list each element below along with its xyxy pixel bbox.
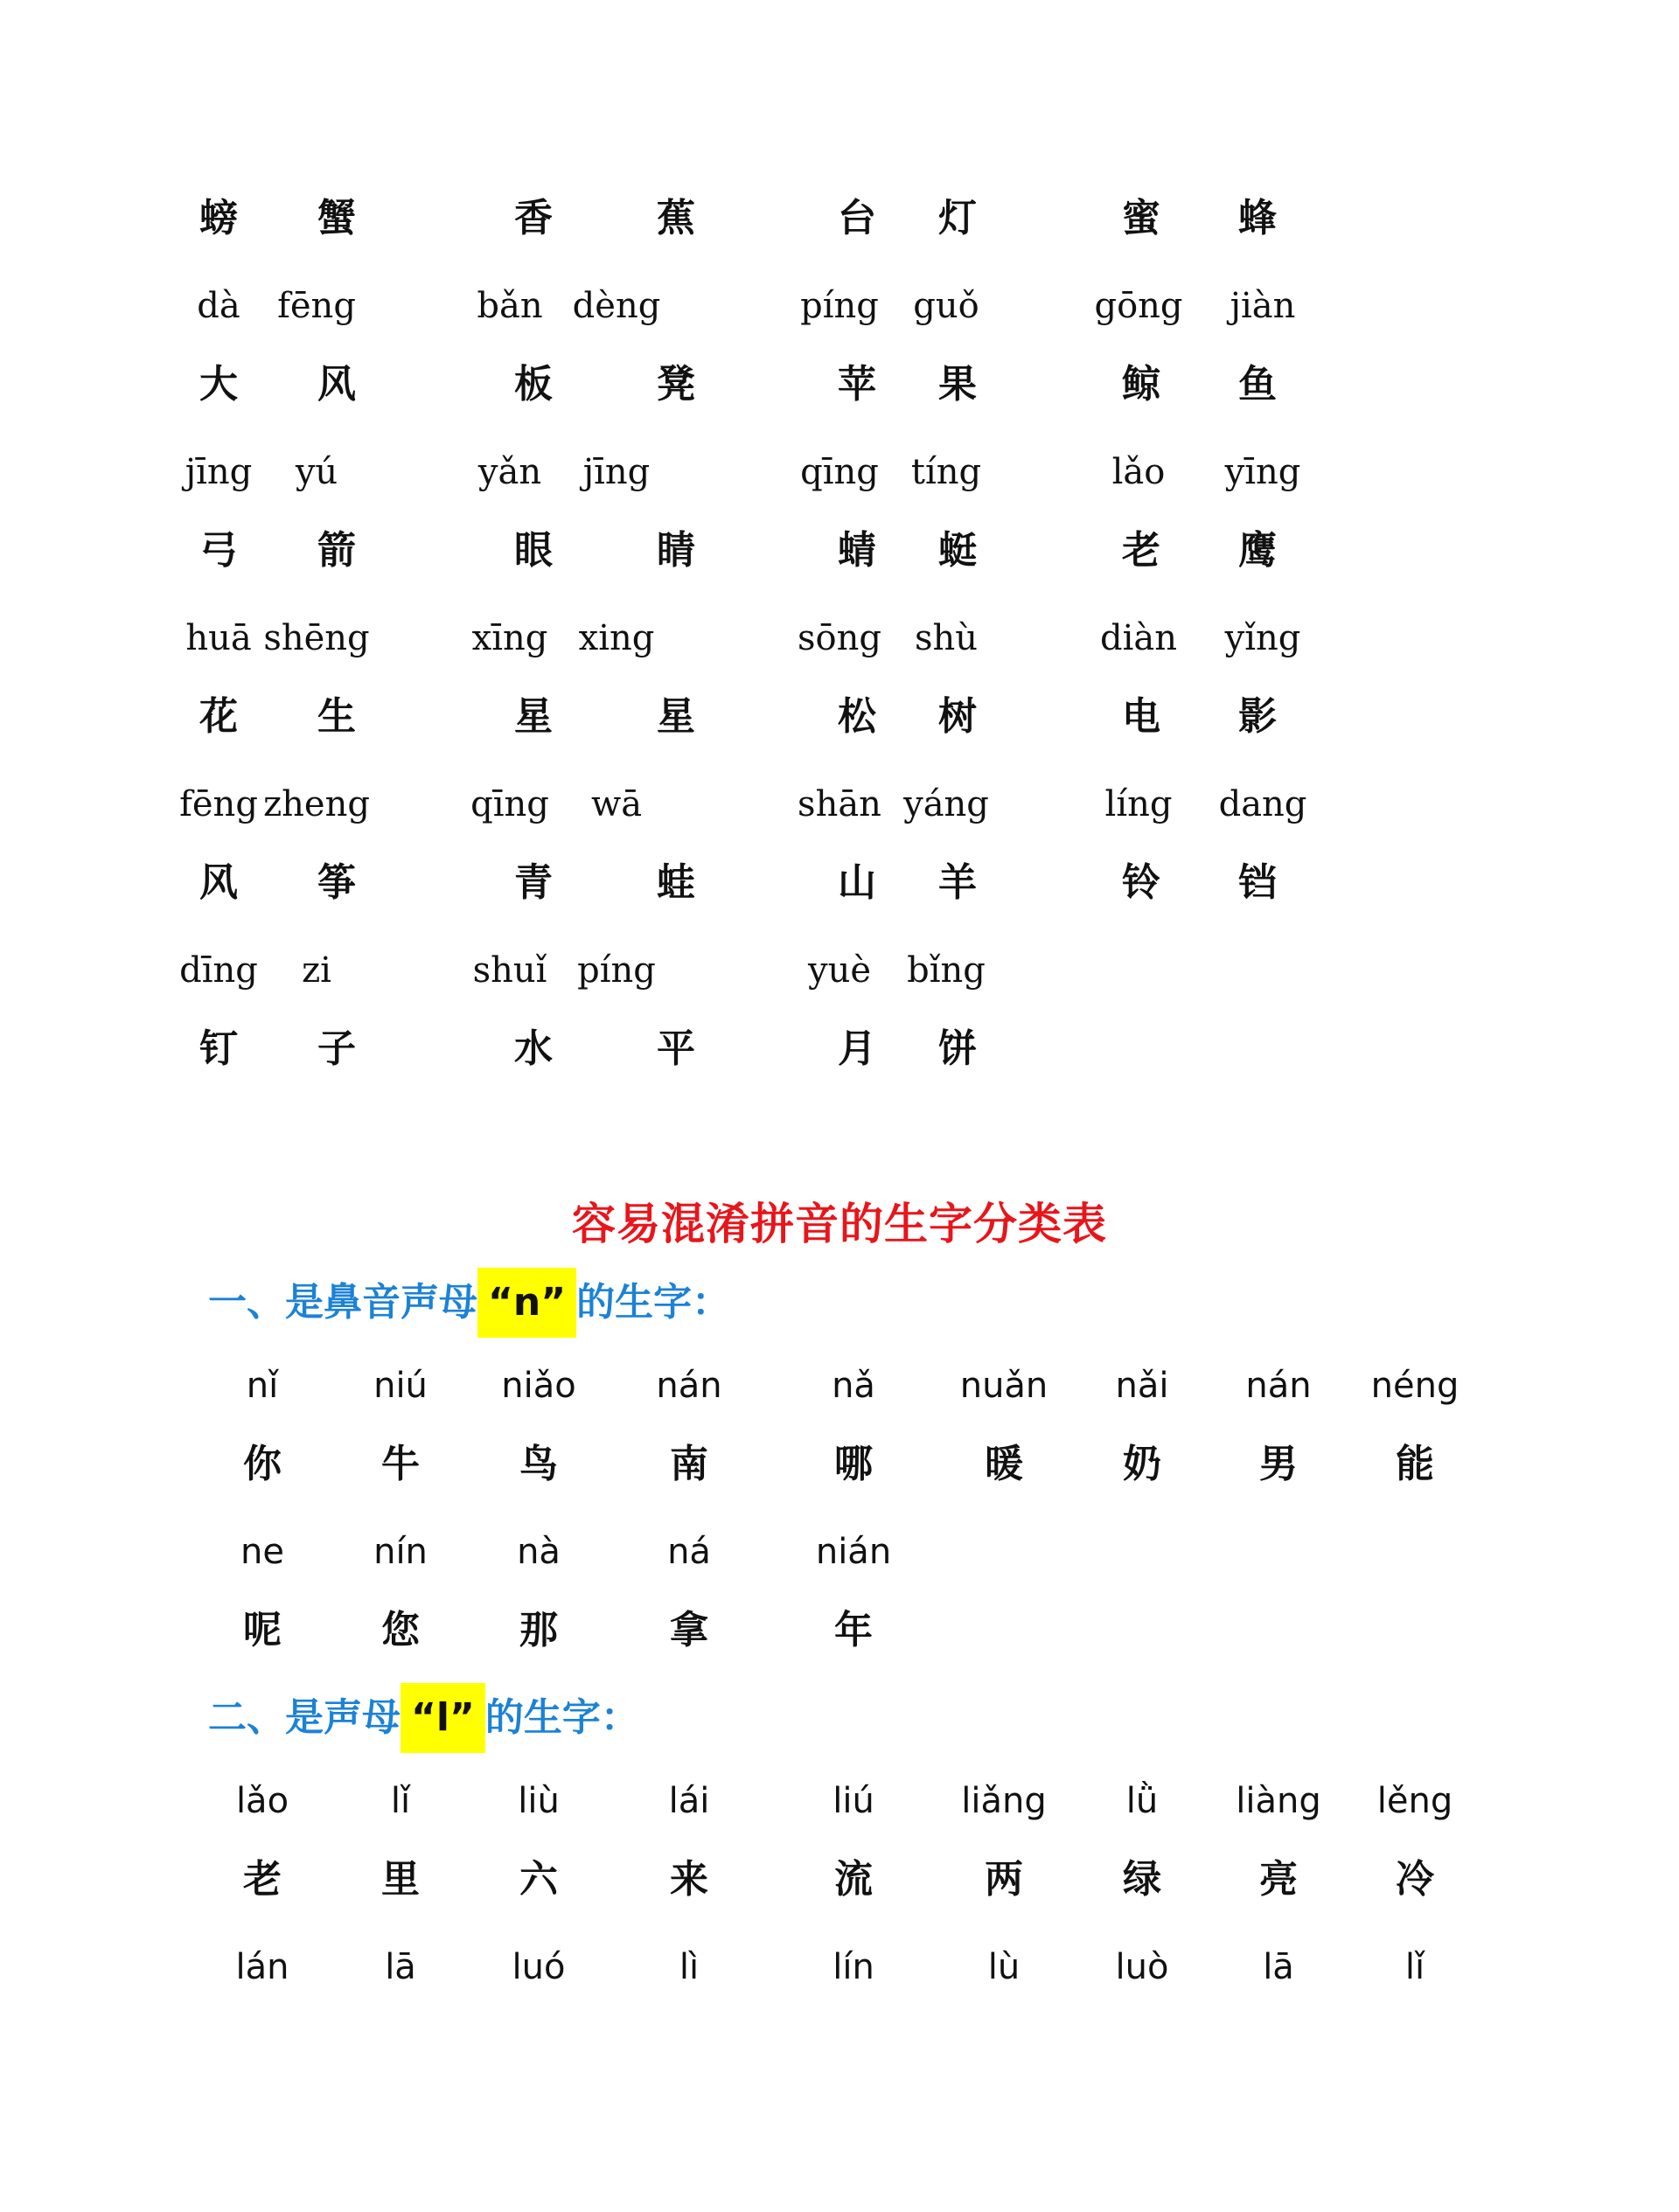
hanzi-character: 羊 <box>938 860 977 905</box>
hanzi-character: 青 <box>514 860 553 905</box>
hanzi-character: 苹 <box>838 362 876 407</box>
hanzi-character: 花 <box>199 694 238 739</box>
pinyin-syllable: fēng <box>179 784 258 824</box>
pinyin-syllable: néng <box>1370 1366 1460 1406</box>
pinyin-syllable: niǎo <box>501 1366 576 1406</box>
pinyin-syllable: nán <box>1245 1366 1312 1406</box>
hanzi-character: 老 <box>243 1857 282 1902</box>
pinyin-syllable: lù <box>987 1947 1021 1987</box>
pinyin-syllable: nǎ <box>832 1366 875 1406</box>
pinyin-syllable: guǒ <box>913 286 979 326</box>
pinyin-syllable: lán <box>235 1947 289 1987</box>
pinyin-line <box>0 437 1679 507</box>
pinyin-line <box>0 936 1679 1005</box>
hanzi-character: 星 <box>657 694 695 739</box>
pinyin-syllable: ne <box>240 1532 284 1572</box>
pinyin-syllable: nǎi <box>1115 1366 1169 1406</box>
pinyin-syllable: sōng <box>798 618 881 658</box>
pinyin-syllable: nín <box>373 1532 428 1572</box>
pinyin-line <box>0 769 1679 839</box>
hanzi-character: 老 <box>1122 528 1160 573</box>
pinyin-syllable: bǎn <box>477 286 543 326</box>
hanzi-character: 筝 <box>317 860 356 905</box>
pinyin-line <box>0 603 1679 673</box>
hanzi-character: 月 <box>838 1026 876 1071</box>
hanzi-character: 果 <box>938 362 977 407</box>
pinyin-syllable: dang <box>1218 784 1307 824</box>
hanzi-character: 拿 <box>670 1608 708 1652</box>
hanzi-character: 松 <box>838 694 876 739</box>
pinyin-syllable: liàng <box>1236 1781 1321 1821</box>
pinyin-syllable: lín <box>833 1947 874 1987</box>
hanzi-character: 能 <box>1396 1442 1434 1486</box>
hanzi-character: 蜓 <box>938 528 977 573</box>
pinyin-syllable: lǎo <box>1111 452 1166 492</box>
pinyin-syllable: píng <box>577 950 656 991</box>
hanzi-line <box>0 848 1679 918</box>
hanzi-line <box>0 1429 1679 1499</box>
pinyin-syllable: shù <box>914 618 979 658</box>
hanzi-line <box>0 1014 1679 1084</box>
pinyin-syllable: ná <box>667 1532 711 1572</box>
table-title: 容易混淆拼音的生字分类表 <box>572 1199 1107 1249</box>
hanzi-line <box>0 184 1679 254</box>
pinyin-syllable: nuǎn <box>959 1366 1049 1406</box>
hanzi-character: 山 <box>838 860 876 905</box>
hanzi-character: 蛙 <box>657 860 695 905</box>
section1-prefix: 一、是鼻音声母 <box>208 1280 477 1325</box>
hanzi-character: 奶 <box>1123 1442 1161 1486</box>
hanzi-line <box>0 516 1679 586</box>
hanzi-line <box>0 1845 1679 1915</box>
pinyin-syllable: zheng <box>263 784 370 824</box>
pinyin-line <box>0 1766 1679 1836</box>
hanzi-character: 流 <box>834 1857 873 1902</box>
section2-heading <box>208 1683 639 1753</box>
hanzi-character: 凳 <box>657 362 695 407</box>
section2-prefix: 二、是声母 <box>208 1695 401 1740</box>
pinyin-syllable: lěng <box>1376 1781 1453 1821</box>
hanzi-character: 六 <box>519 1857 558 1902</box>
pinyin-syllable: lǜ <box>1125 1781 1159 1821</box>
pinyin-syllable: nà <box>517 1532 561 1572</box>
hanzi-character: 蜜 <box>1122 196 1160 240</box>
section1-suffix: 的生字： <box>576 1280 731 1325</box>
hanzi-character: 暖 <box>985 1442 1023 1486</box>
pinyin-syllable: nián <box>815 1532 892 1572</box>
pinyin-syllable: jīng <box>185 452 253 492</box>
hanzi-character: 铛 <box>1238 860 1277 905</box>
pinyin-syllable: jīng <box>582 452 651 492</box>
pinyin-syllable: luò <box>1115 1947 1169 1987</box>
hanzi-character: 香 <box>514 196 553 240</box>
hanzi-character: 蜻 <box>838 528 876 573</box>
hanzi-line <box>0 1596 1679 1666</box>
pinyin-syllable: líng <box>1104 784 1173 824</box>
hanzi-character: 鱼 <box>1238 362 1277 407</box>
pinyin-syllable: lǎo <box>235 1781 289 1821</box>
hanzi-character: 牛 <box>381 1442 420 1486</box>
pinyin-syllable: luó <box>512 1947 566 1987</box>
hanzi-character: 呢 <box>243 1608 282 1652</box>
pinyin-syllable: liù <box>518 1781 560 1821</box>
pinyin-syllable: diàn <box>1099 618 1178 658</box>
pinyin-syllable: yuè <box>807 950 872 991</box>
hanzi-character: 男 <box>1259 1442 1298 1486</box>
hanzi-character: 风 <box>199 860 238 905</box>
pinyin-syllable: jiàn <box>1230 286 1296 326</box>
pinyin-line <box>0 271 1679 341</box>
pinyin-syllable: liú <box>833 1781 874 1821</box>
pinyin-syllable: lā <box>385 1947 416 1987</box>
pinyin-syllable: shān <box>798 784 881 824</box>
hanzi-character: 铃 <box>1122 860 1160 905</box>
hanzi-character: 鸟 <box>519 1442 558 1486</box>
pinyin-syllable: lǐ <box>1404 1947 1425 1987</box>
pinyin-syllable: shuǐ <box>472 950 547 991</box>
hanzi-character: 电 <box>1122 694 1160 739</box>
hanzi-character: 树 <box>938 694 977 739</box>
pinyin-syllable: huā <box>185 618 252 658</box>
pinyin-syllable: yǎn <box>477 452 542 492</box>
hanzi-character: 鹰 <box>1238 528 1277 573</box>
pinyin-syllable: yáng <box>903 784 989 824</box>
pinyin-syllable: lì <box>679 1947 700 1987</box>
hanzi-character: 蜂 <box>1238 196 1277 240</box>
hanzi-character: 星 <box>514 694 553 739</box>
pinyin-syllable: yīng <box>1224 452 1301 492</box>
hanzi-character: 里 <box>381 1857 420 1902</box>
hanzi-character: 冷 <box>1396 1857 1434 1902</box>
hanzi-character: 钉 <box>199 1026 238 1071</box>
pinyin-syllable: píng <box>800 286 879 326</box>
pinyin-syllable: xing <box>578 618 655 658</box>
hanzi-character: 南 <box>670 1442 708 1486</box>
hanzi-character: 板 <box>514 362 553 407</box>
hanzi-character: 螃 <box>199 196 238 240</box>
pinyin-syllable: qīng <box>800 452 879 492</box>
pinyin-syllable: lǐ <box>390 1781 411 1821</box>
pinyin-syllable: wā <box>590 784 643 824</box>
pinyin-syllable: dèng <box>572 286 661 326</box>
pinyin-syllable: qīng <box>470 784 549 824</box>
hanzi-character: 大 <box>199 362 238 407</box>
hanzi-character: 年 <box>834 1608 873 1652</box>
pinyin-syllable: shēng <box>263 618 370 658</box>
hanzi-character: 哪 <box>834 1442 873 1486</box>
pinyin-syllable: tíng <box>910 452 982 492</box>
section2-highlight: “l” <box>401 1683 485 1753</box>
pinyin-syllable: liǎng <box>961 1781 1047 1821</box>
hanzi-character: 平 <box>657 1026 695 1071</box>
pinyin-syllable: lā <box>1263 1947 1294 1987</box>
hanzi-character: 亮 <box>1259 1857 1298 1902</box>
pinyin-syllable: yú <box>295 452 338 492</box>
hanzi-character: 那 <box>519 1608 558 1652</box>
hanzi-character: 箭 <box>317 528 356 573</box>
hanzi-character: 灯 <box>938 196 977 240</box>
pinyin-syllable: zi <box>302 950 331 991</box>
hanzi-character: 台 <box>838 196 876 240</box>
pinyin-syllable: gōng <box>1094 286 1183 326</box>
hanzi-character: 眼 <box>514 528 553 573</box>
hanzi-line <box>0 350 1679 420</box>
pinyin-syllable: dà <box>197 286 240 326</box>
hanzi-character: 弓 <box>199 528 238 573</box>
hanzi-character: 绿 <box>1123 1857 1161 1902</box>
hanzi-character: 来 <box>670 1857 708 1902</box>
hanzi-character: 水 <box>514 1026 553 1071</box>
hanzi-character: 睛 <box>657 528 695 573</box>
section1-heading <box>208 1268 730 1338</box>
pinyin-syllable: nǐ <box>246 1366 279 1406</box>
hanzi-line <box>0 682 1679 752</box>
hanzi-character: 你 <box>243 1442 282 1486</box>
hanzi-character: 影 <box>1238 694 1277 739</box>
pinyin-line <box>0 1351 1679 1421</box>
hanzi-character: 两 <box>985 1857 1023 1902</box>
pinyin-syllable: yǐng <box>1224 618 1301 658</box>
pinyin-syllable: dīng <box>179 950 258 991</box>
pinyin-syllable: xīng <box>471 618 548 658</box>
hanzi-character: 饼 <box>938 1026 977 1071</box>
pinyin-syllable: lái <box>668 1781 710 1821</box>
hanzi-character: 生 <box>317 694 356 739</box>
pinyin-syllable: niú <box>373 1366 428 1406</box>
hanzi-character: 您 <box>381 1608 420 1652</box>
hanzi-character: 蕉 <box>657 196 695 240</box>
pinyin-syllable: fēng <box>277 286 356 326</box>
hanzi-character: 子 <box>317 1026 356 1071</box>
pinyin-syllable: nán <box>656 1366 722 1406</box>
hanzi-character: 鲸 <box>1122 362 1160 407</box>
hanzi-character: 蟹 <box>317 196 356 240</box>
section1-highlight: “n” <box>477 1268 576 1338</box>
hanzi-character: 风 <box>317 362 356 407</box>
section2-suffix: 的生字： <box>484 1695 639 1740</box>
pinyin-line <box>0 1932 1679 2002</box>
pinyin-line <box>0 1517 1679 1587</box>
pinyin-syllable: bǐng <box>907 950 986 991</box>
